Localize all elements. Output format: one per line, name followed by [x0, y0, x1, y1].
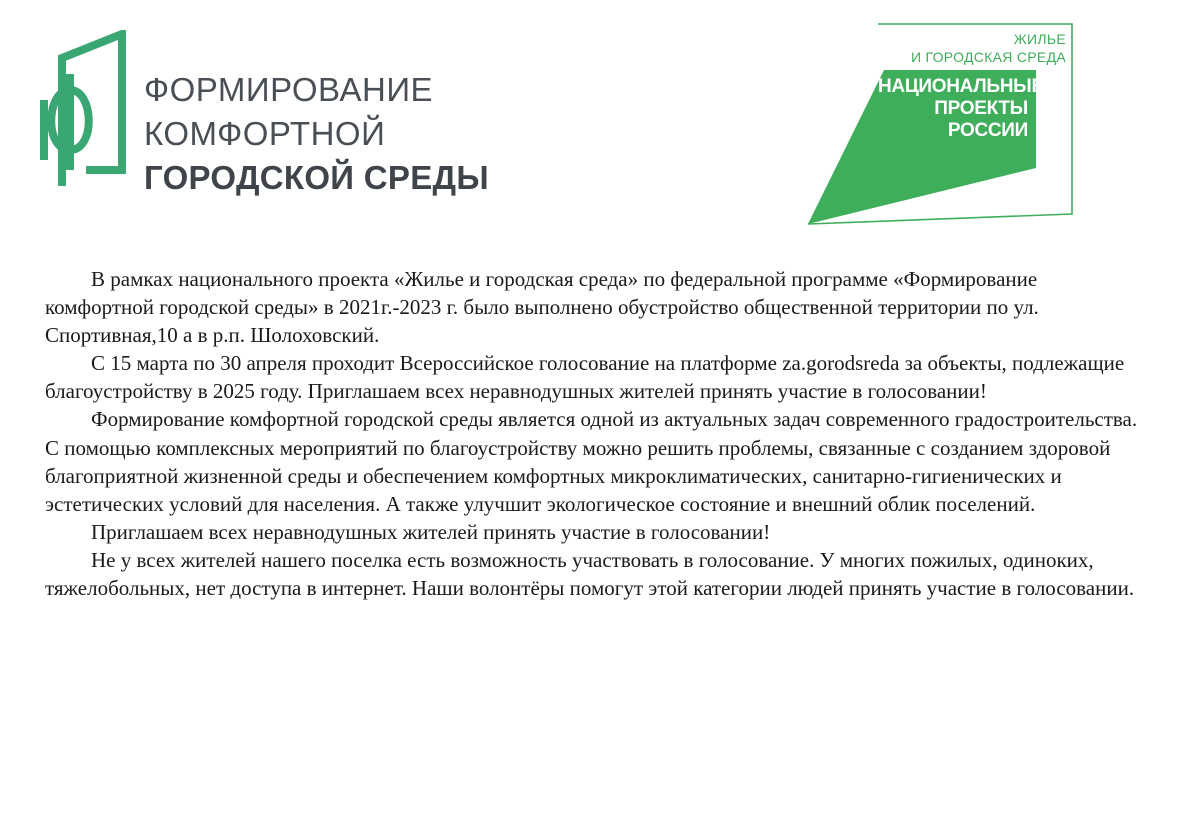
nacproekty-green-text [878, 76, 1044, 142]
paragraph-1: В рамках национального проекта «Жилье и городская среда» по федеральной программе «Формирование комфортной городской среды» в 2021г.-2023 г. было выполнено обустройство общественной территории по ул. Спортивная,10 а в р.п. Шолоховский. [45, 267, 1039, 348]
nacproekty-green-line1: НАЦИОНАЛЬНЫЕ [878, 76, 1044, 97]
logo-title-line3: ГОРОДСКОЙ СРЕДЫ [144, 159, 489, 196]
nacproekty-green-line2: ПРОЕКТЫ [934, 98, 1028, 119]
nacproekty-green-line3: РОССИИ [947, 120, 1028, 141]
paragraph-2: С 15 марта по 30 апреля проходит Всероссийское голосование на платформе za.gorodsreda за объекты, подлежащие благоустройству в 2025 году. Приглашаем всех неравнодушных жителей принять участие в голосовании! [45, 351, 1125, 404]
nacproekty-top-line1: ЖИЛЬЕ [1013, 31, 1066, 47]
nacproekty-top-line2: И ГОРОДСКАЯ СРЕДА [910, 49, 1066, 65]
paragraph-5: Не у всех жителей нашего поселка есть возможность участвовать в голосование. У многих пожилых, одиноких, тяжелобольных, нет доступа в интернет. Наши волонтёры помогут этой категории людей принять участие в голосовании. [45, 547, 1135, 601]
logo-title-line2: КОМФОРТНОЙ [144, 115, 386, 152]
logo-nacproekty [804, 18, 1086, 230]
nacproekty-top-text [911, 30, 1066, 66]
logo-mark-icon [36, 30, 128, 190]
paragraph-4: Приглашаем всех неравнодушных жителей принять участие в голосовании! [91, 519, 771, 544]
article-body [45, 265, 1145, 602]
logo-formirovanie [30, 28, 500, 198]
logo-title-line1: ФОРМИРОВАНИЕ [144, 71, 434, 108]
paragraph-3: Формирование комфортной городской среды является одной из актуальных задач современного градостроительства. С помощью комплексных мероприятий по благоустройству можно решить проблемы, связанные с созданием здоровой благоприятной жизненной среды и обеспечением комфортных микроклиматических, санитарно-гигиенических и эстетических условий для населения. А также улучшит экологическое состояние и внешний облик поселений. [45, 407, 1138, 516]
